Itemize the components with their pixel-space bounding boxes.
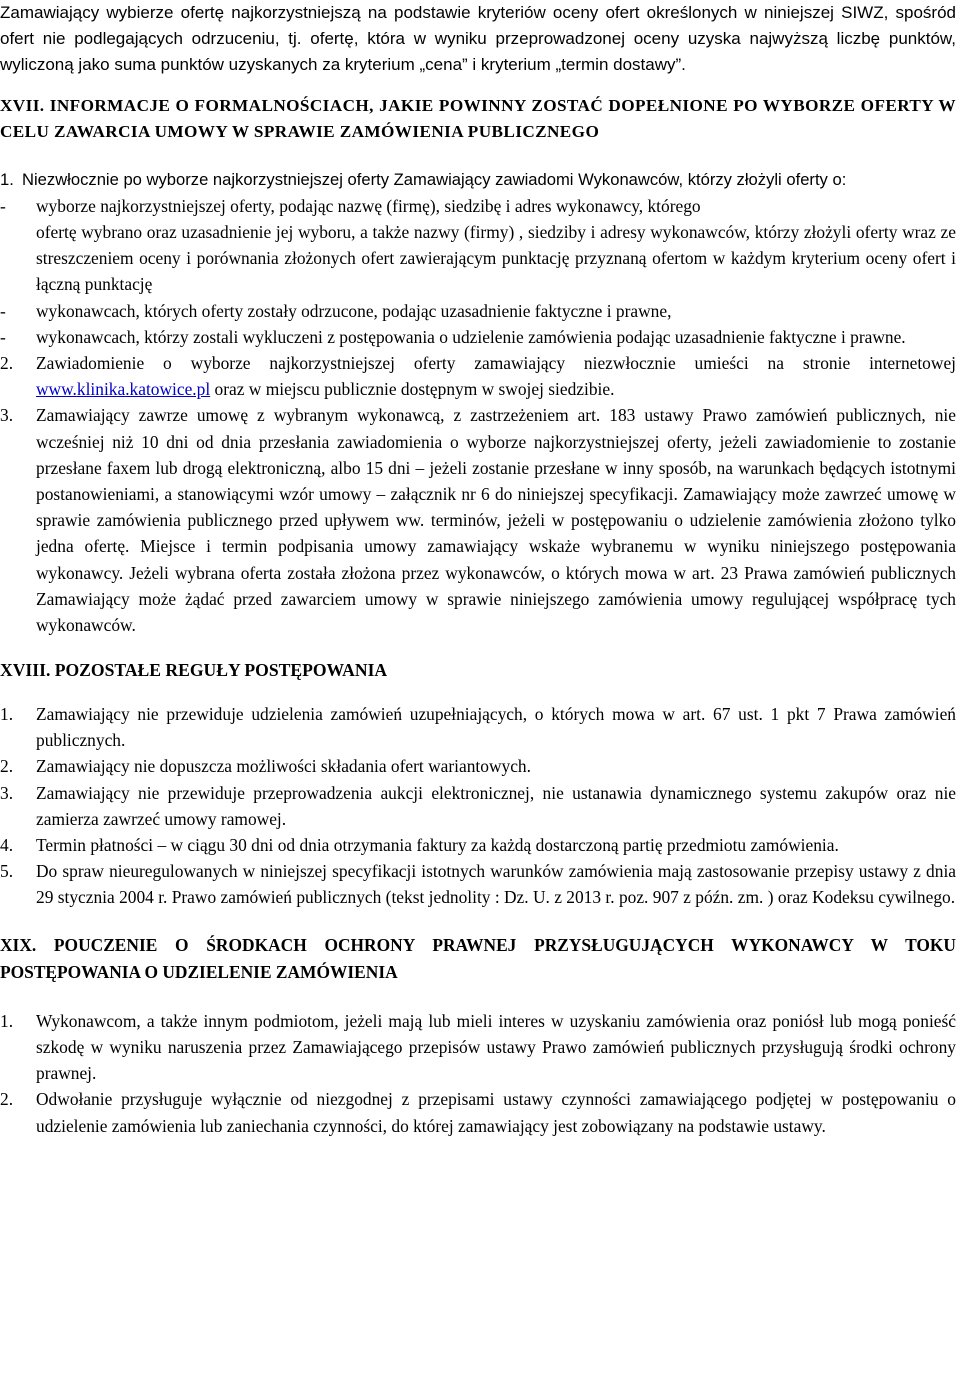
s17-dash-1-continuation: ofertę wybrano oraz uzasadnienie jej wyboru, a także nazwy (firmy) , siedziby i adresy wykonawców, którzy złożyli oferty wraz ze streszczeniem oceny i porównania złożonych ofert zawierającym punktację przyznaną ofertom w każdym kryterium oceny ofert i łączną punktację (36, 222, 956, 295)
s18-item (0, 780, 956, 832)
dash-mark: - (0, 195, 6, 216)
s17-dash-1-text: wyborze najkorzystniejszej oferty, podając nazwę (firmę), siedzibę i adres wykonawcy, którego (36, 195, 701, 216)
s19-item-number: 1. (0, 1010, 14, 1031)
s17-dash-2 (0, 298, 956, 324)
s18-item-text: Termin płatności – w ciągu 30 dni od dnia otrzymania faktury za każdą dostarczoną partię przedmiotu zamówienia. (36, 835, 839, 856)
s17-item-1-text: Niezwłocznie po wyborze najkorzystniejszej oferty Zamawiający zawiadomi Wykonawców, którzy złożyli oferty o: (22, 169, 847, 189)
s17-item-2 (0, 350, 956, 402)
s18-item (0, 832, 956, 858)
dash-mark: - (0, 300, 6, 321)
s18-item-number: 3. (0, 782, 14, 803)
s17-item-3 (0, 402, 956, 638)
s18-item-text: Zamawiający nie przewiduje przeprowadzenia aukcji elektronicznej, nie ustanawia dynamicznego systemu zakupów oraz nie zamierza zawrzeć umowy ramowej. (36, 782, 956, 829)
s19-item-number: 2. (0, 1089, 14, 1110)
s18-item-number: 5. (0, 861, 14, 882)
s19-item (0, 1008, 956, 1087)
s18-item-number: 4. (0, 835, 14, 856)
section-17-heading: XVII. INFORMACJE O FORMALNOŚCIACH, JAKIE POWINNY ZOSTAĆ DOPEŁNIONE PO WYBORZE OFERTY W CELU ZAWARCIA UMOWY W SPRAWIE ZAMÓWIENIA PUBLICZNEGO (0, 95, 956, 141)
s17-dash-3 (0, 324, 956, 350)
s17-item-1-number: 1. (0, 169, 14, 189)
s19-item (0, 1086, 956, 1138)
section-18-heading: XVIII. POZOSTAŁE REGUŁY POSTĘPOWANIA (0, 660, 388, 681)
s18-item-text: Do spraw nieuregulowanych w niniejszej specyfikacji istotnych warunków zamówienia mają zastosowanie przepisy ustawy z dnia 29 stycznia 2004 r. Prawo zamówień publicznych (tekst jednolity : Dz. U. z 2013 r. poz. 907 z późn. zm. ) oraz Kodeksu cywilnego. (36, 861, 956, 908)
s18-item-number: 1. (0, 704, 14, 725)
section-19-heading: XIX. POUCZENIE O ŚRODKACH OCHRONY PRAWNEJ PRZYSŁUGUJĄCYCH WYKONAWCY W TOKU POSTĘPOWANIA O UDZIELENIE ZAMÓWIENIA (0, 934, 956, 982)
s19-item-text: Wykonawcom, a także innym podmiotom, jeżeli mają lub mieli interes w uzyskaniu zamówienia oraz poniósł lub mogą ponieść szkodę w wyniku naruszenia przez Zamawiającego przepisów ustawy Prawo zamówień publicznych przysługują środki ochrony prawnej. (36, 1010, 956, 1084)
intro-paragraph: Zamawiający wybierze ofertę najkorzystniejszą na podstawie kryteriów oceny ofert określonych w niniejszej SIWZ, spośród ofert nie podlegających odrzuceniu, tj. ofertę, która w wyniku przeprowadzonej oceny uzyska najwyższą liczbę punktów, wyliczoną jako suma punktów uzyskanych za kryterium „cena” i kryterium „termin dostawy”. (0, 3, 956, 75)
s17-dash-1 (0, 193, 956, 219)
s17-dash-2-text: wykonawcach, których oferty zostały odrzucone, podając uzasadnienie faktyczne i prawne, (36, 300, 672, 321)
dash-mark: - (0, 326, 6, 347)
s18-item (0, 701, 956, 753)
s19-item-text: Odwołanie przysługuje wyłącznie od niezgodnej z przepisami ustawy czynności zamawiającego podjętej w postępowaniu o udzielenie zamówienia lub zaniechania czynności, do której zamawiający jest zobowiązany na podstawie ustawy. (36, 1089, 956, 1136)
s19-list (0, 1008, 956, 1139)
s18-item (0, 753, 956, 779)
s17-item-3-text: Zamawiający zawrze umowę z wybranym wykonawcą, z zastrzeżeniem art. 183 ustawy Prawo zamówień publicznych, nie wcześniej niż 10 dni od dnia przesłania zawiadomienia o wyborze najkorzystniejszej oferty, jeżeli zawiadomienie to zostanie przesłane faxem lub drogą elektroniczną, albo 15 dni – jeżeli zostanie przesłane w inny sposób, na warunkach będących istotnymi postanowieniami, a stanowiącymi wzór umowy – załącznik nr 6 do niniejszej specyfikacji. Zamawiający może zawrzeć umowę w sprawie zamówienia publicznego przed upływem ww. terminów, jeżeli w postępowaniu o udzielenie zamówienia złożono tylko jedna ofertę. Miejsce i termin podpisania umowy zamawiający wskaże wybranemu w wyniku niniejszego postępowania wykonawcy. Jeżeli wybrana oferta została złożona przez wykonawców, o których mowa w art. 23 Prawa zamówień publicznych Zamawiający może żądać przed zawarciem umowy w sprawie niniejszego zamówienia umowy regulującej współpracę tych wykonawców. (36, 405, 956, 636)
s18-list (0, 701, 956, 911)
s17-item-2-text-end: oraz w miejscu publicznie dostępnym w swojej siedzibie. (210, 379, 615, 400)
s18-item-number: 2. (0, 756, 14, 777)
klinika-website-link[interactable]: www.klinika.katowice.pl (36, 379, 211, 400)
s17-dash-3-text: wykonawcach, którzy zostali wykluczeni z postępowania o udzielenie zamówienia podając uzasadnienie faktyczne i prawne. (36, 326, 906, 347)
s17-item-1 (0, 167, 956, 193)
s18-item-text: Zamawiający nie przewiduje udzielenia zamówień uzupełniających, o których mowa w art. 67 ust. 1 pkt 7 Prawa zamówień publicznych. (36, 704, 956, 751)
s18-item-text: Zamawiający nie dopuszcza możliwości składania ofert wariantowych. (36, 756, 531, 777)
s17-item-3-number: 3. (0, 405, 14, 426)
s18-item (0, 858, 956, 910)
s17-item-2-number: 2. (0, 353, 14, 374)
s17-item-2-text: Zawiadomienie o wyborze najkorzystniejszej oferty zamawiający niezwłocznie umieści na stronie internetowej (36, 353, 956, 374)
